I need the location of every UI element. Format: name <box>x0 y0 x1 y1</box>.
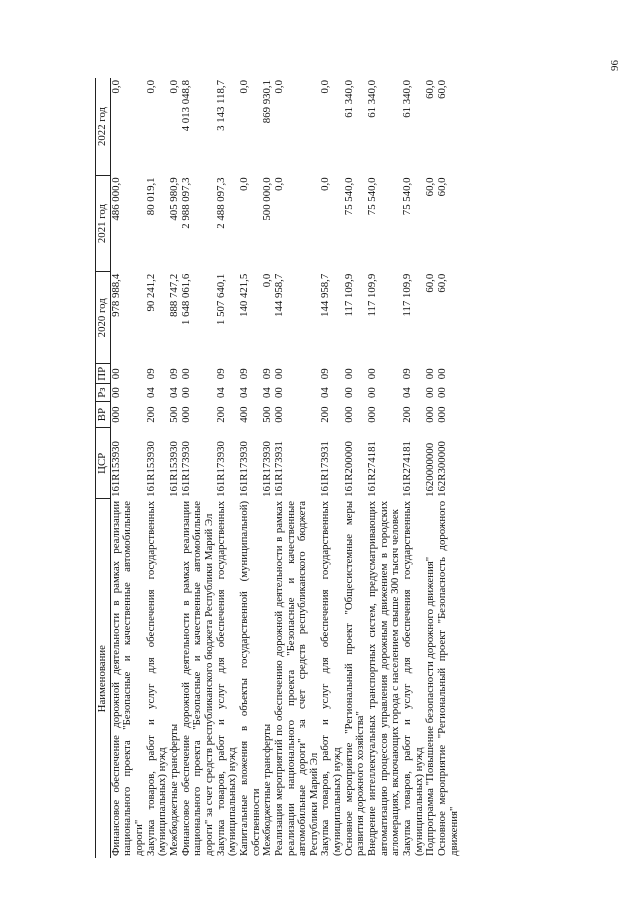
header-2022: 2022 год <box>96 78 111 175</box>
row-pr: 09 <box>319 368 332 380</box>
row-name: Финансовое обеспечение дорожной деятельности в рамках реализации национального проекта "Безопасные и качественные автомобильные дороги" <box>109 500 145 856</box>
row-rz: 04 <box>214 387 227 399</box>
row-2022: 61 340,0 <box>401 80 414 118</box>
row-name: Межбюджетные трансферты <box>167 723 180 856</box>
row-name: Капитальные вложения в объекты государственной (муниципальной) собственности <box>237 500 262 856</box>
row-csr: 161R173930 <box>214 441 227 497</box>
row-pr: 09 <box>144 368 157 380</box>
page-number: 96 <box>609 60 621 71</box>
row-vr: 500 <box>167 406 180 423</box>
row-rz: 04 <box>261 387 274 399</box>
row-name: Закупка товаров, работ и услуг для обеспечения государственных (муниципальных) нужд <box>144 500 169 856</box>
row-name: Закупка товаров, работ и услуг для обеспечения государственных (муниципальных) нужд <box>214 500 239 856</box>
row-2022: 0,0 <box>109 80 122 94</box>
row-2020: 117 109,9 <box>366 273 379 317</box>
row-2020: 90 241,2 <box>144 273 157 312</box>
row-vr: 000 <box>342 406 355 423</box>
row-pr: 09 <box>261 368 274 380</box>
row-2022: 3 143 118,7 <box>214 80 227 131</box>
table-row <box>169 78 181 858</box>
table-row <box>181 78 216 858</box>
row-2022: 0,0 <box>272 80 285 94</box>
row-2022: 60,0 <box>436 80 449 99</box>
table-row <box>146 78 169 858</box>
row-csr: 161R173930 <box>237 441 250 497</box>
row-csr: 161R200000 <box>342 441 355 497</box>
row-pr: 00 <box>179 368 192 380</box>
row-pr: 09 <box>214 368 227 380</box>
row-name: Внедрение интеллектуальных транспортных систем, предусматривающих автоматизацию процессов управления дорожным движением в городских агломерациях, включающих города с населением свыше 300 тысяч человек <box>366 500 402 856</box>
table-header-row <box>96 78 111 858</box>
row-2020: 144 958,7 <box>272 273 285 317</box>
row-csr: 162R300000 <box>436 441 449 497</box>
row-rz: 00 <box>366 387 379 399</box>
row-2021: 75 540,0 <box>401 177 414 216</box>
header-name: Наименование <box>96 499 111 858</box>
row-csr: 161R274181 <box>366 441 379 497</box>
row-rz: 04 <box>144 387 157 399</box>
row-rz: 04 <box>237 387 250 399</box>
row-pr: 00 <box>342 368 355 380</box>
row-vr: 200 <box>214 406 227 423</box>
row-name: Закупка товаров, работ и услуг для обеспечения государственных (муниципальных) нужд <box>319 500 344 856</box>
row-rz: 00 <box>272 387 285 399</box>
row-2022: 869 930,1 <box>261 80 274 124</box>
row-csr: 1620000000 <box>424 442 437 497</box>
row-2021: 75 540,0 <box>366 177 379 216</box>
row-name: Основное мероприятие "Региональный проект "Общесистемные меры развития дорожного хозяйства" <box>342 500 367 856</box>
row-2020: 117 109,9 <box>342 273 355 317</box>
row-csr: 161R153930 <box>109 441 122 497</box>
header-pr: ПР <box>96 364 111 384</box>
row-rz: 04 <box>319 387 332 399</box>
row-vr: 400 <box>237 406 250 423</box>
row-2022: 0,0 <box>144 80 157 94</box>
row-name: Межбюджетные трансферты <box>261 723 274 856</box>
row-vr: 200 <box>319 406 332 423</box>
row-name: Закупка товаров, работ и услуг для обеспечения государственных (муниципальных) нужд <box>401 500 425 856</box>
row-pr: 00 <box>366 368 379 380</box>
row-vr: 000 <box>436 406 449 423</box>
row-2022: 0,0 <box>319 80 332 94</box>
row-csr: 161R173930 <box>261 441 274 497</box>
header-2021: 2021 год <box>96 175 111 271</box>
row-name: Основное мероприятие "Региональный проект "Безопасность дорожного движения" <box>436 500 460 856</box>
row-pr: 00 <box>272 368 285 380</box>
row-2021: 2 988 097,3 <box>179 177 192 229</box>
row-2021: 0,0 <box>319 177 332 191</box>
row-name: Подпрограмма "Повышение безопасности дорожного движения" <box>424 556 437 856</box>
row-vr: 000 <box>109 406 122 423</box>
header-2020: 2020 год <box>96 272 111 364</box>
row-rz: 00 <box>436 387 449 399</box>
budget-table <box>95 78 460 858</box>
table-row <box>239 78 262 858</box>
row-rz: 00 <box>109 387 122 399</box>
row-2022: 0,0 <box>167 80 180 94</box>
row-pr: 00 <box>109 368 122 380</box>
row-pr: 09 <box>167 368 180 380</box>
row-csr: 161R153930 <box>167 441 180 497</box>
row-vr: 500 <box>261 406 274 423</box>
row-2021: 0,0 <box>272 177 285 191</box>
row-2021: 75 540,0 <box>342 177 355 216</box>
row-rz: 04 <box>401 387 414 399</box>
table-row <box>344 78 367 858</box>
row-pr: 09 <box>401 368 414 380</box>
row-2022: 61 340,0 <box>366 80 379 118</box>
row-rz: 04 <box>167 387 180 399</box>
row-vr: 000 <box>366 406 379 423</box>
table-row <box>437 78 460 858</box>
row-2022: 0,0 <box>237 80 250 94</box>
table-row <box>367 78 402 858</box>
row-vr: 200 <box>401 406 414 423</box>
row-2022: 61 340,0 <box>342 80 355 118</box>
header-rz: Рз <box>96 384 111 402</box>
row-vr: 000 <box>424 406 437 423</box>
row-pr: 09 <box>237 368 250 380</box>
row-rz: 00 <box>342 387 355 399</box>
row-name: Финансовое обеспечение дорожной деятельности в рамках реализации национального проекта "Безопасные и качественные автомобильные дороги" за счет средств республиканского бюджета Республики Марий Эл <box>179 500 215 856</box>
row-2020: 0,0 <box>261 273 274 288</box>
row-vr: 000 <box>179 406 192 423</box>
row-csr: 161R153930 <box>144 441 157 497</box>
row-csr: 161R274181 <box>401 441 414 497</box>
row-pr: 00 <box>436 368 449 380</box>
rotated-page-content <box>95 78 605 858</box>
row-2020: 117 109,9 <box>401 273 414 317</box>
row-2021: 0,0 <box>237 177 250 191</box>
header-csr: ЦСР <box>96 428 111 499</box>
row-2021: 500 000,0 <box>261 177 274 221</box>
row-2020: 60,0 <box>424 273 437 293</box>
row-2020: 978 988,4 <box>109 273 122 317</box>
row-vr: 200 <box>144 406 157 423</box>
row-vr: 000 <box>272 406 285 423</box>
row-2021: 60,0 <box>436 177 449 197</box>
row-2020: 144 958,7 <box>319 273 332 317</box>
table-row <box>402 78 425 858</box>
table-row <box>320 78 343 858</box>
row-rz: 00 <box>424 387 437 399</box>
row-2021: 2 488 097,3 <box>214 177 227 229</box>
row-2021: 405 980,9 <box>167 177 180 221</box>
row-csr: 161R173930 <box>179 441 192 497</box>
row-2020: 140 421,5 <box>237 273 250 317</box>
row-2021: 486 000,0 <box>109 177 122 221</box>
row-csr: 161R173931 <box>272 441 285 497</box>
table-row <box>110 78 145 858</box>
header-vr: ВР <box>96 402 111 428</box>
table-row <box>274 78 321 858</box>
row-2020: 60,0 <box>436 273 449 293</box>
row-2020: 888 747,2 <box>167 273 180 317</box>
row-2020: 1 507 640,1 <box>214 273 227 326</box>
row-2022: 4 013 048,8 <box>179 80 192 132</box>
row-2021: 80 019,1 <box>144 177 157 216</box>
row-pr: 00 <box>424 368 437 380</box>
row-2021: 60,0 <box>424 177 437 197</box>
row-rz: 00 <box>179 387 192 399</box>
row-2020: 1 648 061,6 <box>179 273 192 326</box>
row-name: Реализация мероприятий по обеспечению дорожной деятельности в рамках реализации национального проекта "Безопасные и качественные автомобильные дороги" за счет средств республиканского бюджета Республики Марий Эл <box>272 500 320 856</box>
row-2022: 60,0 <box>424 80 437 99</box>
table-row <box>216 78 239 858</box>
row-csr: 161R173931 <box>319 441 332 497</box>
